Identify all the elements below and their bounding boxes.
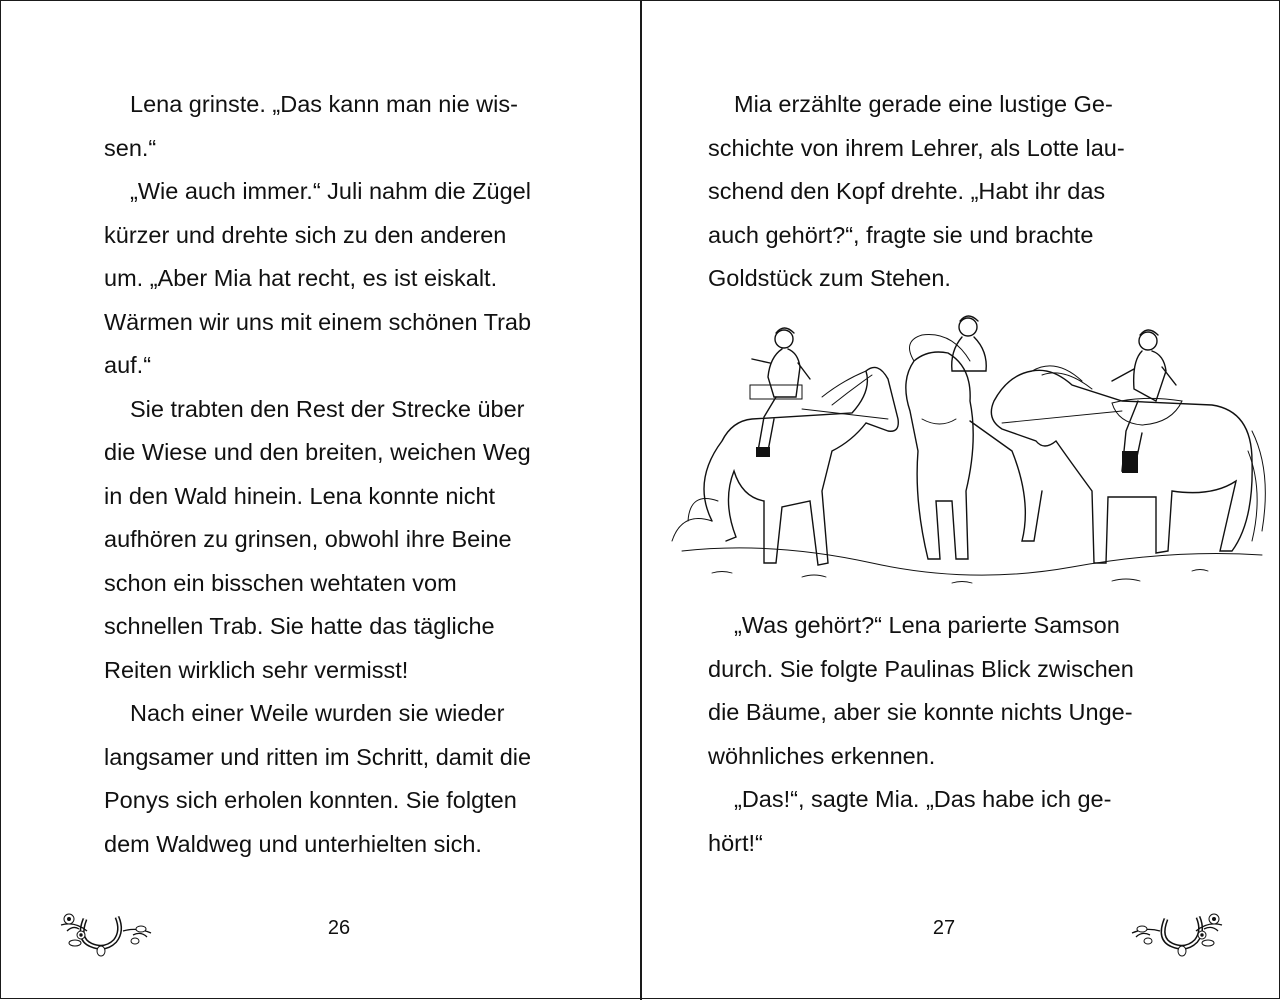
text-line: sen.“ <box>104 134 157 161</box>
page-number: 27 <box>932 917 956 939</box>
text-line: Mia erzählte gerade eine lustige Ge- <box>734 91 1113 117</box>
text-line: „Das!“, sagte Mia. „Das habe ich ge- <box>734 786 1112 812</box>
text-line: schend den Kopf drehte. „Habt ihr das <box>708 178 1106 204</box>
text-line: hört!“ <box>708 829 763 856</box>
text-line: langsamer und ritten im Schritt, damit die <box>104 743 532 770</box>
right-page-text-top <box>708 83 1188 301</box>
text-line: Lena grinste. „Das kann man nie wis- <box>130 91 518 117</box>
text-line: die Wiese und den breiten, weichen Weg <box>104 439 531 465</box>
text-line: dem Waldweg und unterhielten sich. <box>104 830 482 857</box>
text-line: schichte von ihrem Lehrer, als Lotte lau- <box>708 134 1125 161</box>
text-line: wöhnliches erkennen. <box>708 742 936 769</box>
left-page <box>1 1 640 1000</box>
left-page-text <box>104 83 584 866</box>
three-riders-on-ponies-illustration <box>652 301 1272 591</box>
horseshoe-with-flowers-icon <box>1128 891 1228 961</box>
text-line: um. „Aber Mia hat recht, es ist eiskalt. <box>104 265 498 291</box>
text-line: Wärmen wir uns mit einem schönen Trab <box>104 308 532 335</box>
text-line: durch. Sie folgte Paulinas Blick zwischen <box>708 655 1134 682</box>
text-line: auch gehört?“, fragte sie und brachte <box>708 221 1094 248</box>
text-line: Nach einer Weile wurden sie wieder <box>130 700 505 726</box>
text-line: aufhören zu grinsen, obwohl ihre Beine <box>104 526 512 552</box>
text-line: Goldstück zum Stehen. <box>708 265 951 291</box>
text-line: Ponys sich erholen konnten. Sie folgten <box>104 787 517 813</box>
text-line: Reiten wirklich sehr vermisst! <box>104 656 409 683</box>
text-line: die Bäume, aber sie konnte nichts Unge- <box>708 699 1133 725</box>
page-number: 26 <box>327 917 351 939</box>
text-line: „Was gehört?“ Lena parierte Samson <box>734 612 1120 638</box>
text-line: „Wie auch immer.“ Juli nahm die Zügel <box>130 178 531 204</box>
text-line: schon ein bisschen wehtaten vom <box>104 569 457 596</box>
text-line: auf.“ <box>104 352 152 378</box>
right-page <box>642 1 1280 1000</box>
text-line: in den Wald hinein. Lena konnte nicht <box>104 482 496 509</box>
text-line: kürzer und drehte sich zu den anderen <box>104 221 507 248</box>
horseshoe-with-flowers-icon <box>55 891 155 961</box>
right-page-text-bottom <box>708 604 1188 865</box>
text-line: Sie trabten den Rest der Strecke über <box>130 395 525 422</box>
text-line: schnellen Trab. Sie hatte das tägliche <box>104 613 495 639</box>
